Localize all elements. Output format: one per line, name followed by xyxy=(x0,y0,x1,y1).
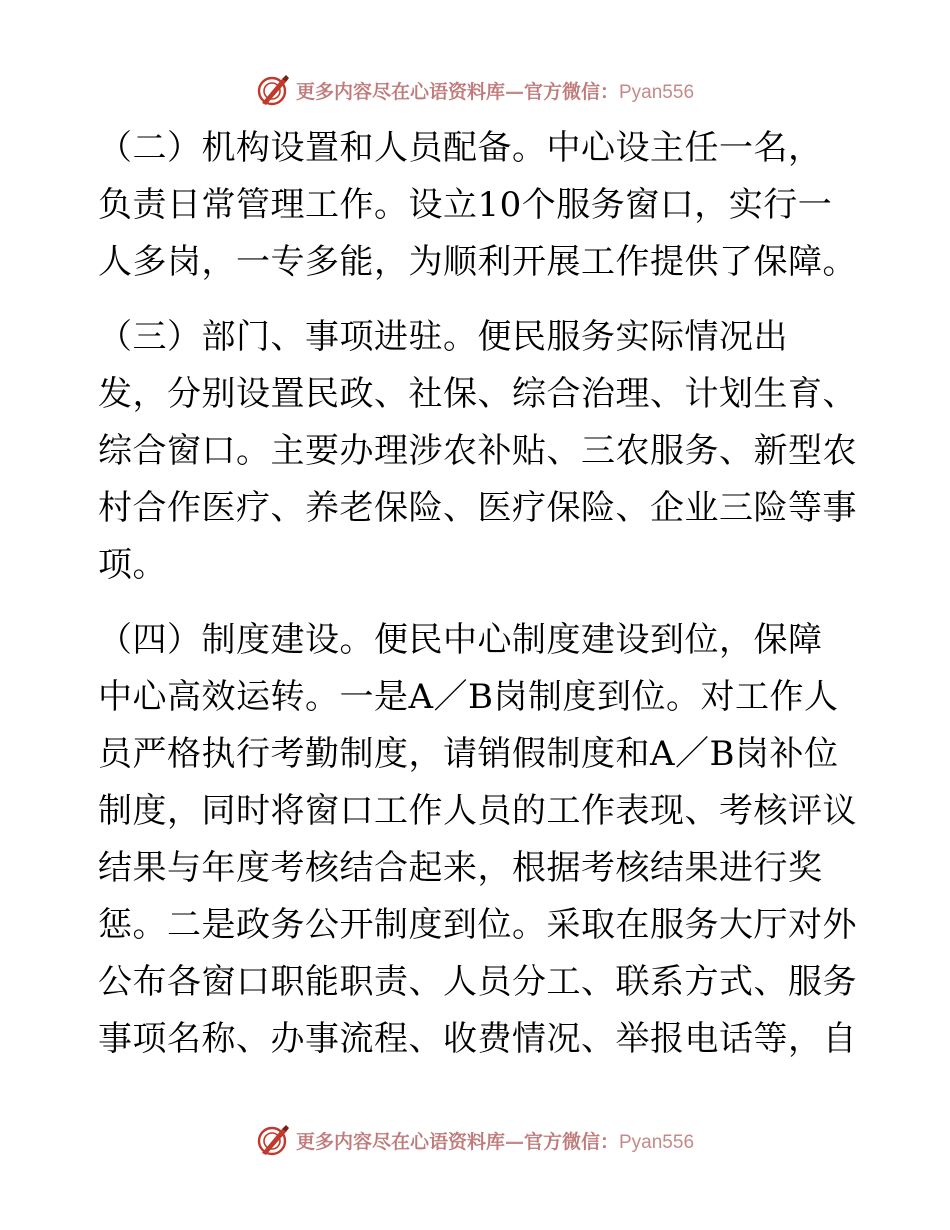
text-line: 公布各窗口职能职责、人员分工、联系方式、服务 xyxy=(98,962,857,1002)
text-line: （三）部门、事项进驻。便民服务实际情况出 xyxy=(98,317,788,357)
banner-handle: Pyan556 xyxy=(619,81,695,103)
header-banner xyxy=(0,70,950,110)
footer-banner xyxy=(0,1120,950,1160)
banner-dash: — xyxy=(504,1130,524,1153)
text-line: 员严格执行考勤制度，请销假制度和A／B岗补位 xyxy=(98,734,839,774)
paragraph-departments xyxy=(98,309,858,594)
pen-logo-icon xyxy=(256,1123,290,1157)
banner-main-text: 更多内容尽在心语资料库 xyxy=(295,1130,505,1153)
banner-main-text: 更多内容尽在心语资料库 xyxy=(295,80,505,103)
text-line: 项。 xyxy=(98,545,167,585)
text-line: 发，分别设置民政、社保、综合治理、计划生育、 xyxy=(98,374,857,414)
text-line: （二）机构设置和人员配备。中心设主任一名， xyxy=(98,128,823,168)
text-line: 综合窗口。主要办理涉农补贴、三农服务、新型农 xyxy=(98,431,857,471)
text-line: 制度，同时将窗口工作人员的工作表现、考核评议 xyxy=(98,791,857,831)
banner-text xyxy=(296,1127,694,1154)
text-line: 村合作医疗、养老保险、医疗保险、企业三险等事 xyxy=(98,488,857,528)
banner-text xyxy=(296,77,694,104)
paragraph-staffing xyxy=(98,120,858,291)
text-line: 负责日常管理工作。设立10个服务窗口，实行一 xyxy=(98,185,833,225)
paragraph-system xyxy=(98,612,858,1068)
banner-dash: — xyxy=(504,80,524,103)
banner-label: 官方微信： xyxy=(523,1130,619,1153)
pen-logo-icon xyxy=(256,73,290,107)
text-line: 人多岗，一专多能，为顺利开展工作提供了保障。 xyxy=(98,242,857,282)
text-line: 结果与年度考核结合起来，根据考核结果进行奖 xyxy=(98,848,823,888)
text-line: 惩。二是政务公开制度到位。采取在服务大厅对外 xyxy=(98,905,857,945)
document-body xyxy=(98,120,858,1068)
banner-handle: Pyan556 xyxy=(619,1131,695,1153)
text-line: 事项名称、办事流程、收费情况、举报电话等，自 xyxy=(98,1019,857,1059)
text-line: 中心高效运转。一是A／B岗制度到位。对工作人 xyxy=(98,677,839,717)
banner-label: 官方微信： xyxy=(523,80,619,103)
text-line: （四）制度建设。便民中心制度建设到位，保障 xyxy=(98,620,823,660)
